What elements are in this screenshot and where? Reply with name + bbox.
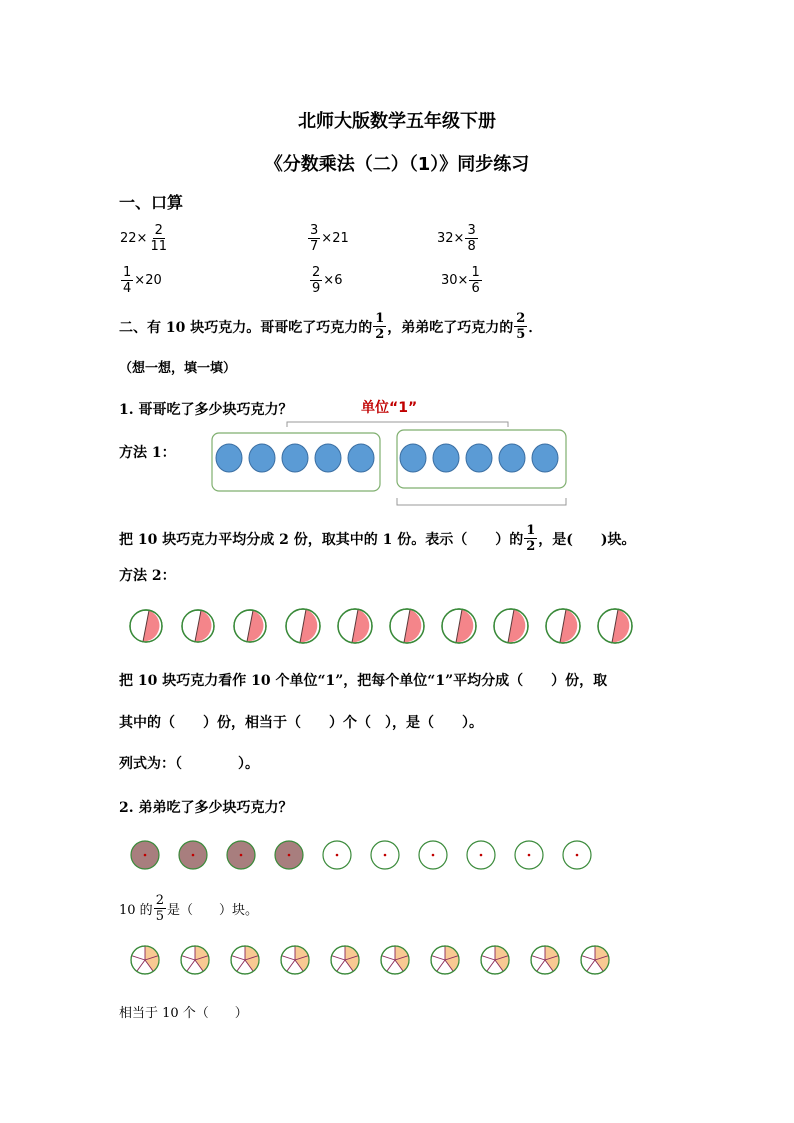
fraction-numerator: 1 <box>471 265 480 280</box>
method-1-text <box>119 523 636 554</box>
fraction-denominator: 5 <box>516 327 526 342</box>
intro-text-c: ． <box>528 319 543 336</box>
fraction-denominator: 5 <box>155 909 164 924</box>
calc-operator: × <box>453 231 465 246</box>
pie-circle <box>281 946 309 974</box>
half-circle <box>494 609 528 643</box>
calc-operand: 32 <box>437 231 454 246</box>
calc-fraction <box>308 223 320 254</box>
calc-item-1 <box>120 223 170 254</box>
fraction-numerator: 3 <box>310 223 319 238</box>
unit-label: 单位“1” <box>361 400 418 416</box>
chocolate-dot <box>216 444 242 472</box>
center-dot <box>240 854 243 857</box>
center-dot <box>192 854 195 857</box>
pie-circle <box>431 946 459 974</box>
fraction-numerator: 1 <box>375 311 385 326</box>
calc-operand: 22 <box>120 231 137 246</box>
method-2-line-2: 其中的（ ）份，相当于（ ）个（ ），是（ ）。 <box>119 715 483 731</box>
center-dot <box>576 854 579 857</box>
m1-fraction <box>524 523 537 554</box>
question-2: 2. 弟弟吃了多少块巧克力？ <box>119 800 293 816</box>
fraction-denominator: 2 <box>375 327 385 342</box>
section1-heading: 一、口算 <box>119 193 184 212</box>
fraction-numerator: 2 <box>516 311 526 326</box>
formula-text: 列式为：（ ）。 <box>119 756 259 772</box>
calc-operator: × <box>457 273 469 288</box>
pie-circle <box>181 946 209 974</box>
top-bracket <box>287 422 508 427</box>
fraction-denominator: 6 <box>471 281 480 296</box>
chocolate-dot <box>348 444 374 472</box>
pie-circle <box>231 946 259 974</box>
chocolate-dot <box>466 444 492 472</box>
chocolate-dots <box>216 444 558 472</box>
fraction-numerator: 2 <box>312 265 321 280</box>
page-title: 北师大版数学五年级下册 <box>298 111 496 132</box>
method1-diagram <box>205 415 575 511</box>
center-dot <box>144 854 147 857</box>
m1-text-a: 把 10 块巧克力平均分成 2 份，取其中的 1 份。表示（ ）的 <box>119 531 524 548</box>
q2-fraction <box>154 893 166 924</box>
chocolate-dot <box>499 444 525 472</box>
half-circle <box>182 610 214 642</box>
calc-item-3 <box>437 223 479 254</box>
method-2-line-1: 把 10 块巧克力看作 10 个单位“1”，把每个单位“1”平均分成（ ）份，取 <box>119 673 608 689</box>
pie-circle <box>131 946 159 974</box>
calc-fraction <box>465 223 477 254</box>
q2-circles <box>120 830 600 880</box>
chocolate-dot <box>315 444 341 472</box>
q2-last-line: 相当于 10 个（ ） <box>119 1006 248 1021</box>
fraction-denominator: 2 <box>526 539 536 554</box>
section2-intro <box>119 311 542 342</box>
calc-operand: 30 <box>441 273 458 288</box>
pie-circle <box>581 946 609 974</box>
center-dot <box>288 854 291 857</box>
fraction-denominator: 7 <box>310 239 319 254</box>
hint-text: （想一想，填一填） <box>119 361 237 376</box>
intro-text-a: 二、有 10 块巧克力。哥哥吃了巧克力的 <box>119 319 373 336</box>
calc-fraction <box>148 223 169 254</box>
center-dot <box>384 854 387 857</box>
center-dot <box>480 854 483 857</box>
fraction-numerator: 2 <box>154 223 163 238</box>
chocolate-dot <box>400 444 426 472</box>
center-dot <box>432 854 435 857</box>
method-1-label: 方法 1： <box>119 445 176 461</box>
half-circle <box>598 609 632 643</box>
chocolate-dot <box>433 444 459 472</box>
pie-circles <box>120 935 620 985</box>
chocolate-dot <box>532 444 558 472</box>
chocolate-dot <box>249 444 275 472</box>
pie-circle <box>331 946 359 974</box>
half-circle <box>546 609 580 643</box>
calc-item-6 <box>441 265 483 296</box>
center-dot <box>336 854 339 857</box>
calc-operand: 21 <box>332 231 349 246</box>
q2-text <box>119 893 258 924</box>
center-dot <box>528 854 531 857</box>
method-2-label: 方法 2： <box>119 568 176 584</box>
calc-item-4 <box>120 265 162 296</box>
pie-circle <box>531 946 559 974</box>
q2-text-a: 10 的 <box>119 903 153 918</box>
intro-text-b: ，弟弟吃了巧克力的 <box>387 319 514 336</box>
half-circle <box>286 609 320 643</box>
calc-fraction <box>469 265 481 296</box>
calc-operator: × <box>136 231 148 246</box>
half-circle <box>442 609 476 643</box>
fraction-denominator: 8 <box>467 239 476 254</box>
fraction-numerator: 2 <box>155 893 164 908</box>
half-circle <box>234 610 266 642</box>
pie-circle <box>381 946 409 974</box>
chocolate-dot <box>282 444 308 472</box>
calc-operator: × <box>134 273 146 288</box>
fraction-denominator: 9 <box>312 281 321 296</box>
calc-operator: × <box>323 273 335 288</box>
intro-fraction-2 <box>514 311 527 342</box>
calc-item-5 <box>309 265 342 296</box>
q2-text-b: 是（ ）块。 <box>166 903 258 918</box>
calc-operand: 6 <box>334 273 343 288</box>
pie-circle <box>481 946 509 974</box>
fraction-denominator: 4 <box>123 281 132 296</box>
fraction-numerator: 1 <box>123 265 132 280</box>
calc-operand: 20 <box>145 273 162 288</box>
fraction-numerator: 1 <box>526 523 536 538</box>
bottom-bracket <box>397 498 566 505</box>
method2-circles <box>120 600 640 652</box>
page-subtitle: 《分数乘法（二）（1）》同步练习 <box>264 154 530 175</box>
fraction-numerator: 3 <box>467 223 476 238</box>
half-circle <box>390 609 424 643</box>
half-circle <box>338 609 372 643</box>
question-1: 1. 哥哥吃了多少块巧克力？ <box>119 402 293 418</box>
half-circle <box>130 610 162 642</box>
intro-fraction-1 <box>373 311 386 342</box>
fraction-denominator: 11 <box>150 239 167 254</box>
calc-fraction <box>310 265 322 296</box>
m1-text-b: ，是( )块。 <box>538 531 636 548</box>
calc-fraction <box>121 265 133 296</box>
calc-item-2 <box>307 223 349 254</box>
calc-operator: × <box>321 231 333 246</box>
